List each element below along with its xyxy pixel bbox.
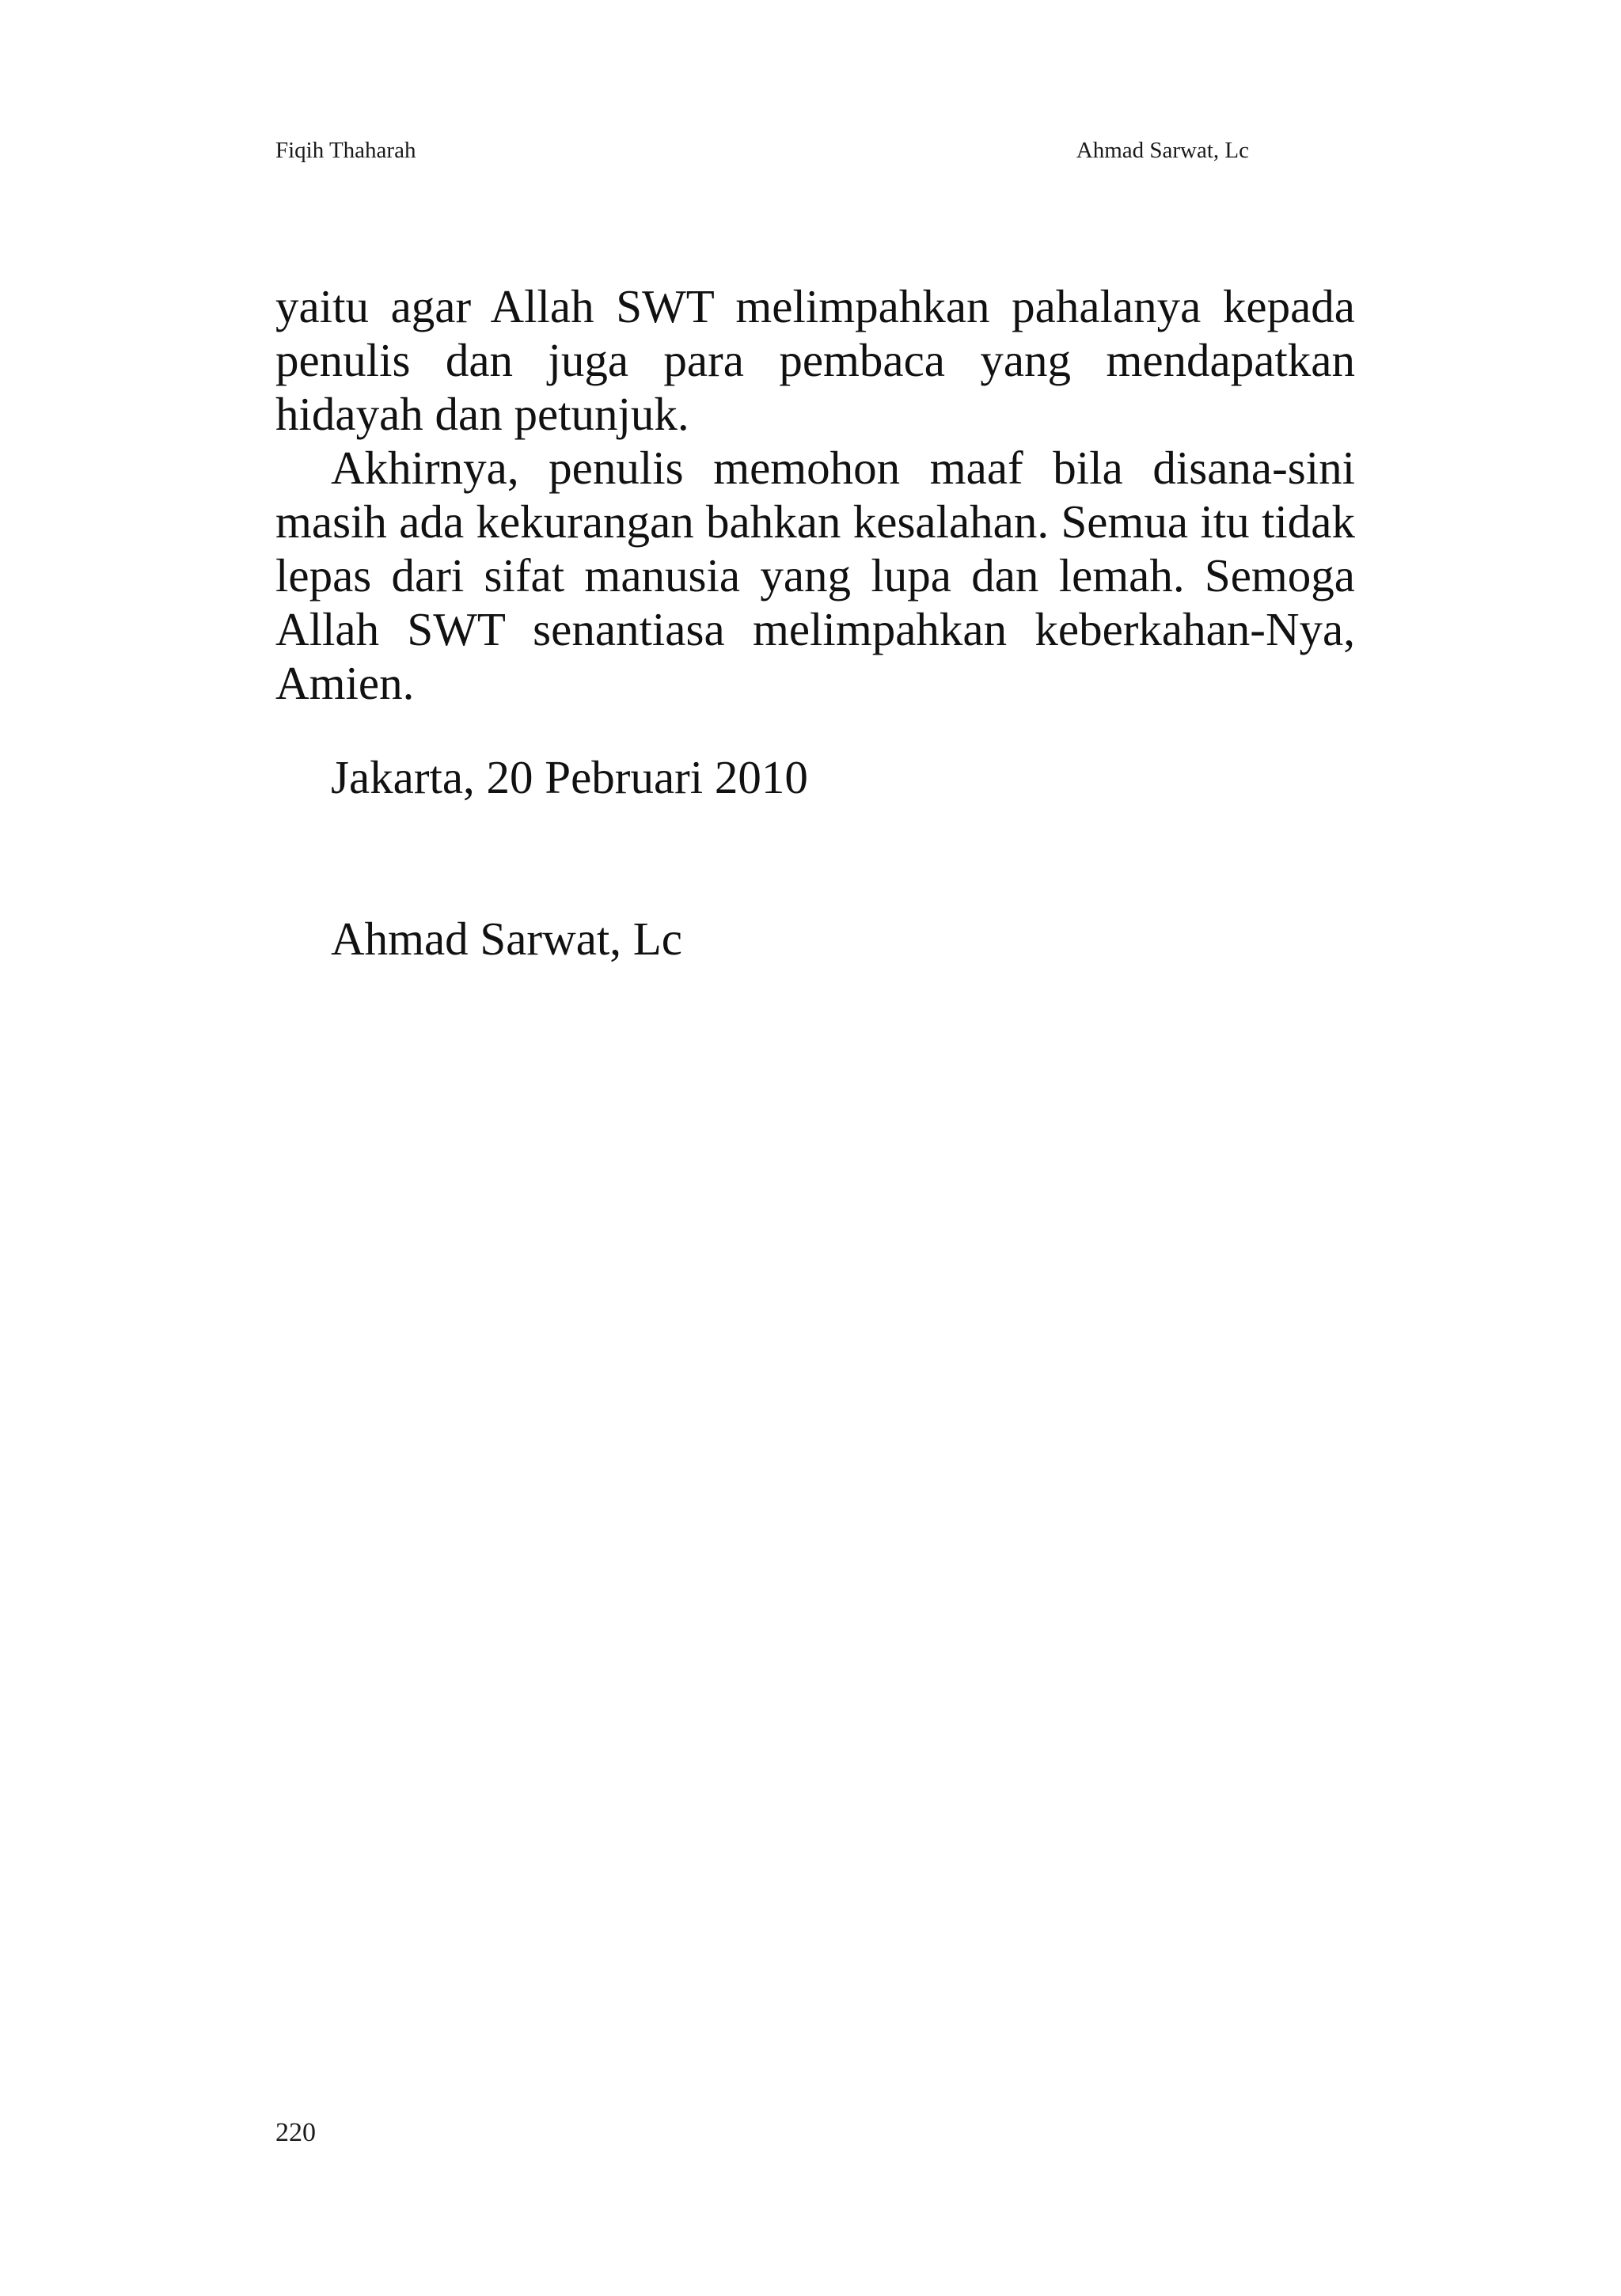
- paragraph-text: Akhirnya, penulis memohon maaf bila disana-sini masih ada kekurangan bahkan kesalahan. Semua itu tidak lepas dari sifat manusia yang lupa dan lemah. Semoga Allah SWT senantiasa melimpahkan keberkahan-Nya, Amien.: [275, 442, 1355, 709]
- page-number: 220: [275, 2118, 316, 2147]
- body-paragraph-continued: [275, 279, 1355, 441]
- signoff-author: Ahmad Sarwat, Lc: [331, 913, 682, 965]
- running-header-book-title: Fiqih Thaharah: [275, 138, 416, 163]
- running-header-author: Ahmad Sarwat, Lc: [1076, 138, 1249, 163]
- paragraph-text: yaitu agar Allah SWT melimpahkan pahalanya kepada penulis dan juga para pembaca yang mendapatkan hidayah dan petunjuk.: [275, 280, 1355, 440]
- body-paragraph-closing: [275, 441, 1355, 710]
- signoff-place-date: Jakarta, 20 Pebruari 2010: [331, 751, 808, 803]
